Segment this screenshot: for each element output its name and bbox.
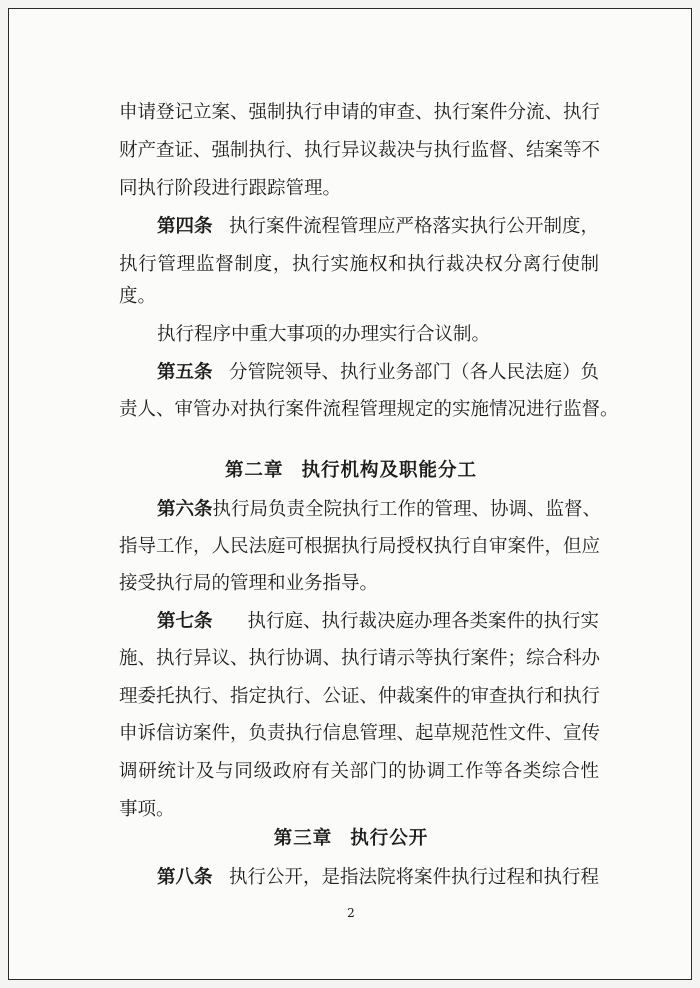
text-line: 理委托执行、指定执行、公证、仲裁案件的审查执行和执行 [119,686,601,707]
text-line: 事项。 [119,799,175,820]
text-line: 调研统计及与同级政府有关部门的协调工作等各类综合性 [119,761,599,782]
article-6-first-line [157,498,602,522]
article-8-first-line [157,866,599,890]
chapter-3-heading [9,827,693,851]
chapter-2-title: 执行机构及职能分工 [301,460,478,481]
chapter-3-number: 第三章 [273,828,333,849]
page-number: 2 [347,906,355,920]
text-line: 同执行阶段进行跟踪管理。 [119,178,342,199]
text-line: 执行管理监督制度，执行实施权和执行裁决权分离行使制 [119,254,599,275]
text-line: 施、执行异议、执行协调、执行请示等执行案件；综合科办 [119,648,601,669]
text-line: 接受执行局的管理和业务指导。 [119,573,379,594]
article-7-first-line [157,610,599,634]
article-5-text: 分管院领导、执行业务部门（各人民法庭）负 [228,362,599,383]
article-5-first-line [157,361,599,385]
text-line: 执行程序中重大事项的办理实行合议制。 [157,324,491,345]
article-4-label: 第四条 [157,216,213,237]
text-line: 财产查证、强制执行、执行异议裁决与执行监督、结案等不 [119,140,601,161]
chapter-2-heading [9,459,693,483]
article-8-label: 第八条 [157,867,213,888]
text-line: 申诉信访案件，负责执行信息管理、起草规范性文件、宣传 [119,723,601,744]
text-line: 责人、审管办对执行案件流程管理规定的实施情况进行监督。 [119,399,619,420]
article-7-text: 执行庭、执行裁决庭办理各类案件的执行实 [247,611,599,632]
chapter-3-title: 执行公开 [350,828,429,849]
article-4-text: 执行案件流程管理应严格落实执行公开制度， [228,216,599,237]
text-line: 度。 [119,286,157,307]
article-7-label: 第七条 [157,611,213,632]
article-8-text: 执行公开，是指法院将案件执行过程和执行程 [228,867,599,888]
article-6-text: 执行局负责全院执行工作的管理、协调、监督、 [212,499,602,520]
article-6-label: 第六条 [157,499,213,520]
article-4-first-line [157,215,599,239]
chapter-2-number: 第二章 [224,460,284,481]
article-5-label: 第五条 [157,362,213,383]
document-page [8,8,692,980]
text-line: 申请登记立案、强制执行申请的审查、执行案件分流、执行 [119,102,601,123]
text-line: 指导工作，人民法庭可根据执行局授权执行自审案件，但应 [119,536,601,557]
